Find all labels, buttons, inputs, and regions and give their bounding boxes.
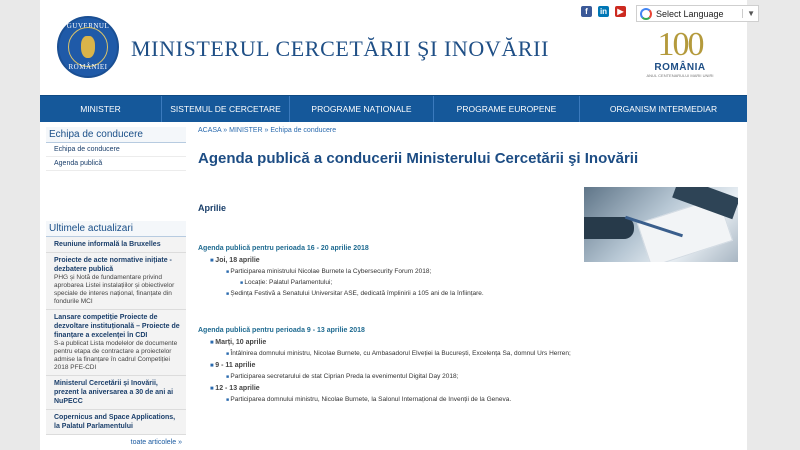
linkedin-icon[interactable]: in bbox=[599, 7, 608, 16]
google-icon bbox=[640, 8, 652, 20]
all-articles-link[interactable]: toate articolele » bbox=[130, 439, 182, 446]
update-title[interactable]: Lansare competiție Proiecte de dezvoltare instituțională – Proiecte de finanțare a excelenței în CDI bbox=[54, 314, 180, 339]
facebook-icon[interactable]: f bbox=[581, 6, 592, 17]
site-header bbox=[40, 0, 755, 95]
hero-arm bbox=[584, 217, 634, 239]
agenda-event-location: ■ Locație: Palatul Parlamentului; bbox=[240, 279, 746, 286]
sidebar bbox=[46, 127, 186, 446]
chevron-down-icon: ▼ bbox=[742, 9, 755, 18]
nav-item-organism-intermediar[interactable]: ORGANISM INTERMEDIAR bbox=[609, 104, 718, 114]
sidebar-link-agenda[interactable]: Agenda publică bbox=[46, 157, 186, 171]
centenar-sub: ANUL CENTENARULUI MARII UNIRI bbox=[646, 73, 714, 78]
agenda-event: ■ Ședința Festivă a Senatului Universitar ASE, dedicată împlinirii a 105 ani de la înființare. bbox=[226, 290, 746, 297]
agenda-event: ■ Participarea domnului ministru, Nicolae Burnete, la Salonul Internațional de Invenții de la Geneva. bbox=[226, 396, 746, 403]
agenda-event: ■ Participarea secretarului de stat Ciprian Preda la evenimentul Digital Day 2018; bbox=[226, 373, 746, 380]
sidebar-heading: Echipa de conducere bbox=[46, 127, 186, 143]
update-title[interactable]: Proiecte de acte normative inițiate - dezbatere publică bbox=[54, 257, 172, 273]
update-item[interactable] bbox=[46, 253, 186, 310]
nav-item-programe-nationale[interactable]: PROGRAME NAȚIONALE bbox=[290, 96, 434, 122]
update-desc: S-a publicat Lista modelelor de documente pentru etapa de contractare a proiectelor admise la finanțare în cadrul Competiției 2018 PFE-CDI bbox=[54, 340, 178, 371]
update-title[interactable]: Copernicus and Space Applications, la Palatul Parlamentului bbox=[54, 414, 176, 430]
breadcrumb[interactable]: ACASA » MINISTER » Echipa de conducere bbox=[198, 127, 337, 134]
month-heading: Aprilie bbox=[198, 203, 227, 213]
eagle-icon bbox=[81, 36, 95, 58]
agenda-event: ■ Întâlnirea domnului ministru, Nicolae Burnete, cu Ambasadorul Elveției la București, Excelența Sa, domnul Urs Herren; bbox=[226, 350, 746, 357]
update-item[interactable] bbox=[46, 376, 186, 410]
updates-heading: Ultimele actualizari bbox=[46, 221, 186, 237]
nav-item-sistemul-de-cercetare[interactable]: SISTEMUL DE CERCETARE bbox=[162, 96, 290, 122]
update-item[interactable] bbox=[46, 310, 186, 376]
nav-item-programe-europene[interactable]: PROGRAME EUROPENE bbox=[434, 96, 580, 122]
logo-text-top: GUVERNUL bbox=[66, 22, 110, 30]
logo-text-bottom: ROMÂNIEI bbox=[68, 63, 108, 71]
site-title[interactable]: MINISTERUL CERCETĂRII ŞI INOVĂRII bbox=[131, 36, 550, 61]
centenar-logo bbox=[640, 28, 720, 84]
social-links bbox=[581, 6, 626, 17]
agenda-event: ■ Participarea ministrului Nicolae Burnete la Cybersecurity Forum 2018; bbox=[226, 268, 746, 275]
main-nav bbox=[40, 95, 747, 122]
page-title: Agenda publică a conducerii Ministerului Cercetării şi Inovării bbox=[198, 150, 639, 167]
page bbox=[40, 0, 755, 450]
centenar-label: ROMÂNIA bbox=[654, 62, 706, 73]
sidebar-link-echipa[interactable]: Echipa de conducere bbox=[46, 143, 186, 157]
update-desc: PHG și Notă de fundamentare privind aprobarea Listei instalațiilor și obiectivelor speciale de interes național, finanțate din fondurile MCI bbox=[54, 274, 175, 305]
agenda-day: ■ Joi, 18 aprilie bbox=[210, 257, 746, 264]
period-heading: Agenda publică pentru perioada 16 - 20 aprilie 2018 bbox=[198, 245, 369, 252]
update-title[interactable]: Reuniune informală la Bruxelles bbox=[54, 241, 161, 248]
main-content bbox=[198, 127, 746, 403]
update-title[interactable]: Ministerul Cercetării și Inovării, prezent la aniversarea a 30 de ani ai NuPECC bbox=[54, 380, 174, 405]
period-heading: Agenda publică pentru perioada 9 - 13 aprilie 2018 bbox=[198, 327, 365, 334]
youtube-icon[interactable]: ▶ bbox=[615, 6, 626, 17]
language-select[interactable] bbox=[636, 5, 759, 22]
update-item[interactable] bbox=[46, 410, 186, 435]
hero-image bbox=[584, 187, 738, 262]
nav-item-minister[interactable]: MINISTER bbox=[40, 96, 162, 122]
language-select-label: Select Language bbox=[656, 8, 724, 19]
agenda-day: ■ Marți, 10 aprilie bbox=[210, 339, 746, 346]
update-item[interactable] bbox=[46, 237, 186, 253]
government-logo[interactable] bbox=[57, 16, 119, 78]
agenda-day: ■ 9 - 11 aprilie bbox=[210, 362, 746, 369]
agenda-day: ■ 12 - 13 aprilie bbox=[210, 385, 746, 392]
centenar-number: 100 bbox=[657, 26, 703, 63]
